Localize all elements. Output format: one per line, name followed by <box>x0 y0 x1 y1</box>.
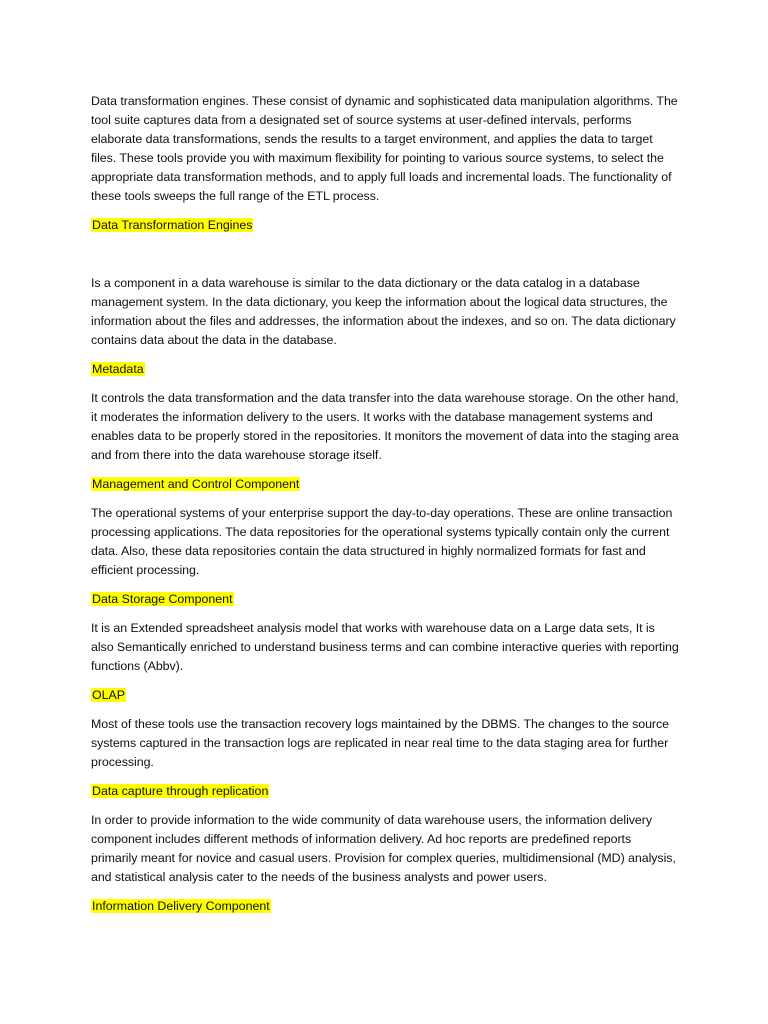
highlighted-label-data-transformation-engines: Data Transformation Engines <box>92 218 253 232</box>
paragraph-data-capture-replication: Most of these tools use the transaction recovery logs maintained by the DBMS. The changes to the source systems captured in the transaction logs are replicated in near real time to the data staging area for further processing. <box>91 717 669 769</box>
label-row-olap <box>91 686 679 705</box>
paragraph-data-transformation-engines: Data transformation engines. These consist of dynamic and sophisticated data manipulation algorithms. The tool suite captures data from a designated set of source systems at user-defined intervals, performs elaborate data transformations, sends the results to a target environment, and applies the data to target files. These tools provide you with maximum flexibility for pointing to various source systems, to select the appropriate data transformation methods, and to apply full loads and incremental loads. The functionality of these tools sweeps the full range of the ETL process. <box>91 94 678 203</box>
highlighted-label-data-capture-replication: Data capture through replication <box>92 784 269 798</box>
paragraph-olap: It is an Extended spreadsheet analysis model that works with warehouse data on a Large data sets, It is also Semantically enriched to understand business terms and can combine interactive queries with reporting functions (Abbv). <box>91 621 679 673</box>
label-row-data-capture-replication <box>91 782 679 801</box>
blank-line-spacer <box>91 245 679 274</box>
highlighted-label-metadata: Metadata <box>92 362 144 376</box>
document-body <box>91 92 679 926</box>
paragraph-information-delivery: In order to provide information to the wide community of data warehouse users, the information delivery component includes different methods of information delivery. Ad hoc reports are predefined reports primarily meant for novice and casual users. Provision for complex queries, multidimensional (MD) analysis, and statistical analysis cater to the needs of the business analysts and power users. <box>91 813 676 884</box>
highlighted-label-management-control: Management and Control Component <box>92 477 300 491</box>
highlighted-label-data-storage: Data Storage Component <box>92 592 233 606</box>
label-row-management-control <box>91 475 679 494</box>
paragraph-data-storage: The operational systems of your enterprise support the day-to-day operations. These are online transaction processing applications. The data repositories for the operational systems typically contain only the current data. Also, these data repositories contain the data structured in highly normalized formats for fast and efficient processing. <box>91 506 673 577</box>
highlighted-label-olap: OLAP <box>92 688 126 702</box>
label-row-metadata <box>91 360 679 379</box>
label-row-information-delivery <box>91 897 679 916</box>
label-row-data-storage <box>91 590 679 609</box>
paragraph-metadata: Is a component in a data warehouse is similar to the data dictionary or the data catalog in a database management system. In the data dictionary, you keep the information about the logical data structures, the information about the files and addresses, the information about the indexes, and so on. The data dictionary contains data about the data in the database. <box>91 276 676 347</box>
highlighted-label-information-delivery: Information Delivery Component <box>92 899 270 913</box>
paragraph-management-control: It controls the data transformation and the data transfer into the data warehouse storage. On the other hand, it moderates the information delivery to the users. It works with the database management systems and enables data to be properly stored in the repositories. It monitors the movement of data into the staging area and from there into the data warehouse storage itself. <box>91 391 679 462</box>
label-row-data-transformation-engines <box>91 216 679 235</box>
